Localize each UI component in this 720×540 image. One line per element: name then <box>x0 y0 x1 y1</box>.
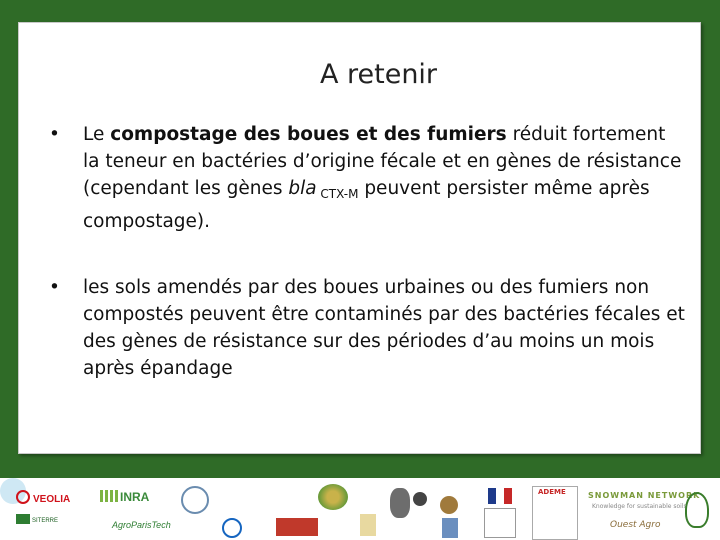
snowman-network-logo: SNOWMAN NETWORK <box>588 491 701 500</box>
bullet-item-2 <box>37 274 687 382</box>
bullet-marker: • <box>49 277 60 298</box>
bullet-text: les sols amendés par des boues urbaines ou des fumiers non compostés peuvent être contaminés par des bactéries fécales et des gènes de résistance sur des périodes d’au moins un mois après épandage <box>83 277 685 379</box>
partner-grey-logo <box>390 488 410 518</box>
slide-title: A retenir <box>319 59 438 90</box>
partner-brown-logo <box>440 496 458 514</box>
partner-seal-icon <box>181 486 209 514</box>
rennes-logo <box>276 518 318 536</box>
inra-logo: INRA <box>100 490 149 504</box>
slide-card <box>18 22 701 454</box>
gene-name-italic: bla <box>288 178 317 199</box>
bullet-text: Le <box>83 124 111 145</box>
partner-box-logo <box>484 508 516 538</box>
veolia-logo: VEOLIA <box>16 490 70 505</box>
partner-logos-footer <box>0 478 720 540</box>
partner-building-logo <box>442 518 458 538</box>
partner-circle-icon <box>222 518 242 538</box>
bullet-marker: • <box>49 124 60 145</box>
partner-small-logo <box>360 514 376 536</box>
agroparistech-logo: AgroParisTech <box>112 520 171 530</box>
ademe-logo: ADEME <box>538 488 566 496</box>
bullet-item-1 <box>37 121 687 235</box>
siterre-logo: SITERRE <box>16 514 58 524</box>
partner-dark-logo <box>413 492 427 506</box>
gene-subscript: CTX-M <box>316 187 359 201</box>
bullet-text: réduit fortement la teneur en bactéries d’origine fécale et en gènes de résistance (cependant les gènes <box>83 124 682 199</box>
partner-green-logo <box>318 484 348 510</box>
bullet-list <box>37 121 687 382</box>
snowman-tagline: Knowledge for sustainable soils <box>592 503 687 510</box>
partner-symbol-icon <box>685 492 709 528</box>
republique-francaise-logo <box>488 488 512 504</box>
bullet-bold-text: compostage des boues et des fumiers <box>110 124 507 145</box>
bullet-text: peuvent persister même après compostage). <box>83 178 650 232</box>
ouest-agro-logo: Ouest Agro <box>610 520 661 530</box>
